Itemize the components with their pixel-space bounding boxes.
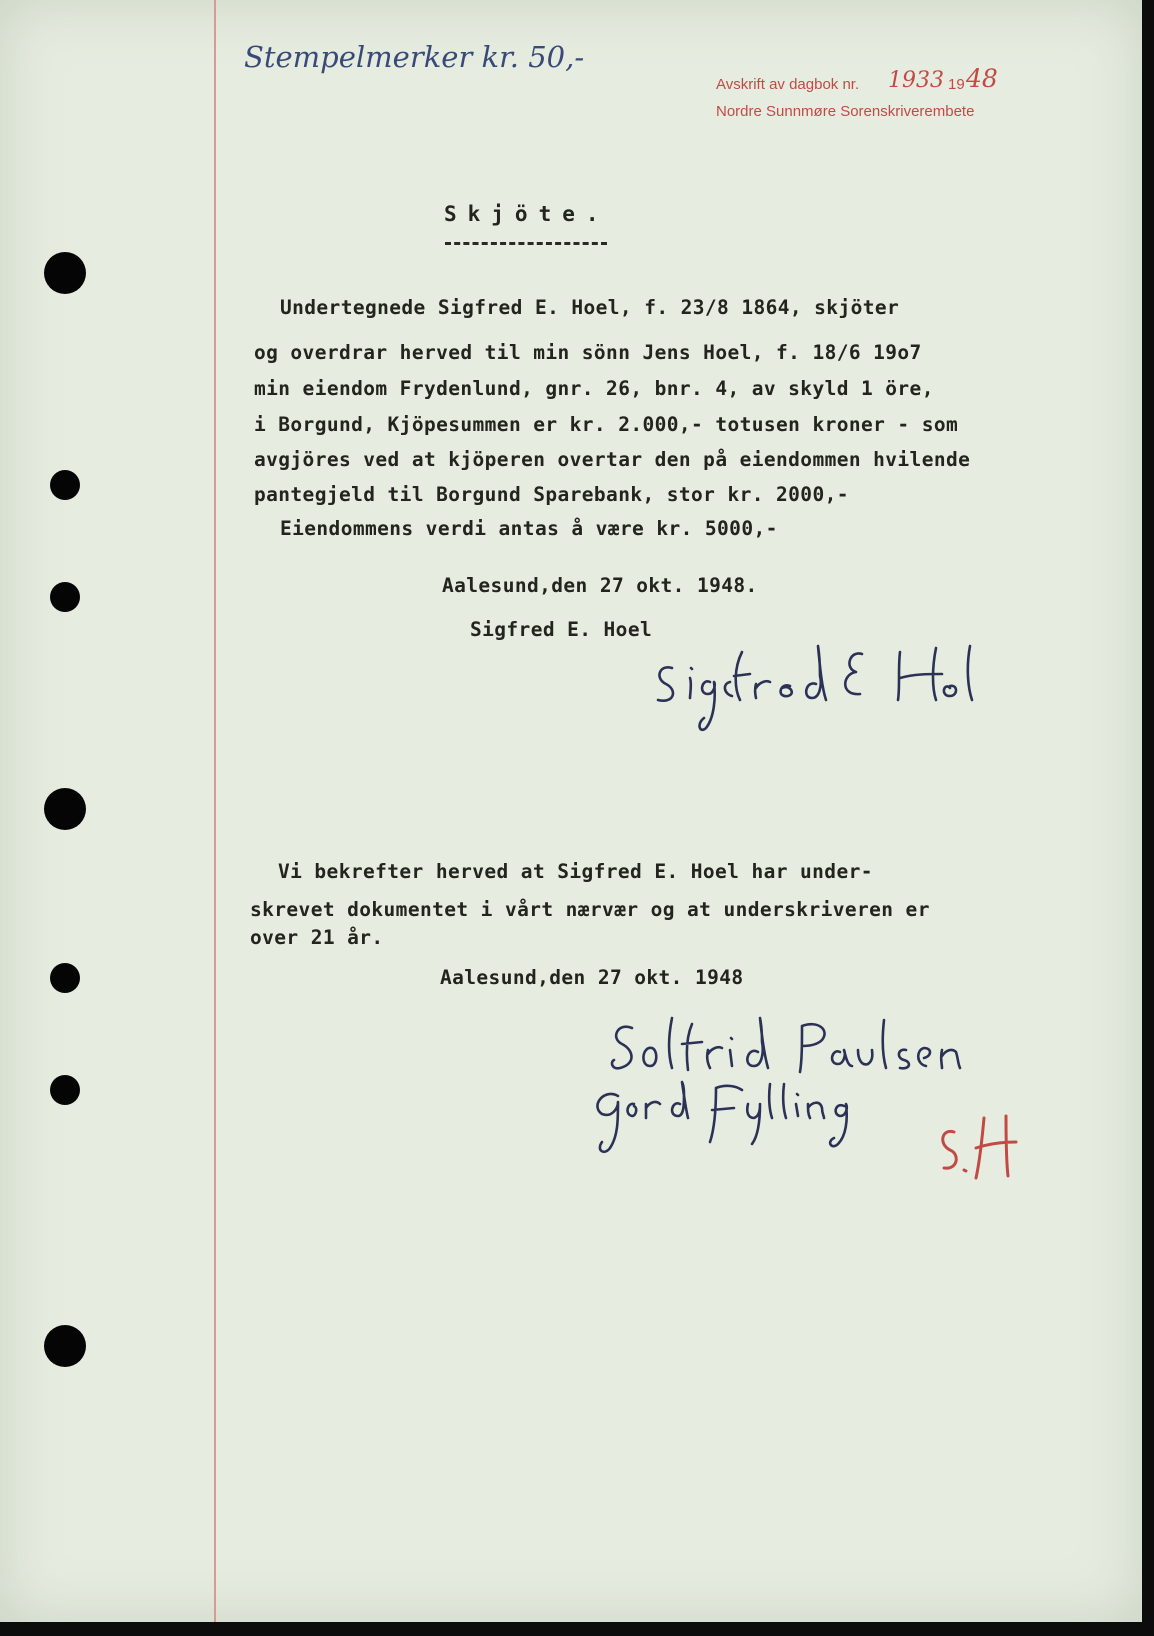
- margin-rule: [214, 0, 216, 1622]
- punch-hole: [44, 1325, 86, 1367]
- witness-line: skrevet dokumentet i vårt nærvær og at underskriveren er: [250, 898, 930, 921]
- seller-signature: [650, 638, 1030, 738]
- initials-mark: [936, 1114, 1056, 1194]
- punch-hole: [50, 1075, 80, 1105]
- registry-year-prefix: 19: [948, 76, 965, 93]
- punch-hole: [44, 252, 86, 294]
- place-date: Aalesund,den 27 okt. 1948.: [442, 574, 758, 597]
- punch-hole: [50, 470, 80, 500]
- registry-office-name: Nordre Sunnmøre Sorenskriverembete: [716, 103, 975, 120]
- punch-hole: [50, 963, 80, 993]
- registry-year-suffix: 48: [966, 64, 998, 93]
- witness-signature-2: [588, 1080, 868, 1160]
- body-line: pantegjeld til Borgund Sparebank, stor kr. 2000,-: [254, 483, 849, 506]
- witness-line: Vi bekrefter herved at Sigfred E. Hoel har under-: [278, 860, 873, 883]
- body-line: Eiendommens verdi antas å være kr. 5000,-: [280, 517, 778, 540]
- typed-signer-name: Sigfred E. Hoel: [470, 618, 653, 641]
- body-line: Undertegnede Sigfred E. Hoel, f. 23/8 1864, skjöter: [280, 296, 900, 319]
- title-underline: [445, 242, 607, 245]
- place-date: Aalesund,den 27 okt. 1948: [440, 966, 744, 989]
- document-title: Skjöte.: [444, 202, 610, 226]
- stamp-duty-note: Stempelmerker kr. 50,-: [244, 40, 585, 74]
- witness-line: over 21 år.: [250, 926, 384, 949]
- body-line: i Borgund, Kjöpesummen er kr. 2.000,- totusen kroner - som: [254, 413, 959, 436]
- registry-entry-number: 1933: [888, 68, 944, 93]
- body-line: avgjöres ved at kjöperen overtar den på eiendommen hvilende: [254, 448, 971, 471]
- body-line: min eiendom Frydenlund, gnr. 26, bnr. 4, av skyld 1 öre,: [254, 377, 934, 400]
- body-line: og overdrar herved til min sönn Jens Hoel, f. 18/6 19o7: [254, 341, 922, 364]
- punch-hole: [50, 582, 80, 612]
- punch-hole: [44, 788, 86, 830]
- registry-stamp-label: Avskrift av dagbok nr.: [716, 76, 860, 93]
